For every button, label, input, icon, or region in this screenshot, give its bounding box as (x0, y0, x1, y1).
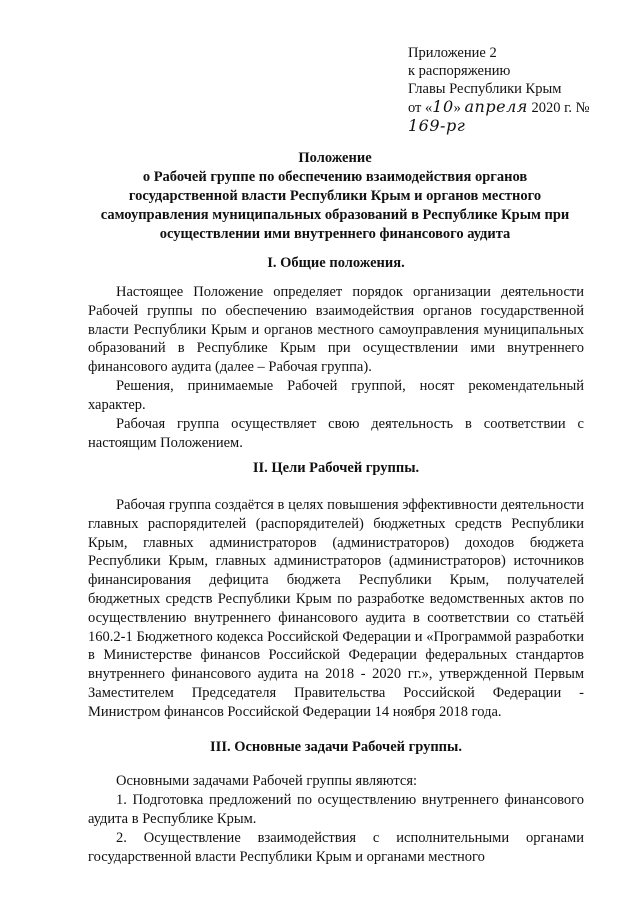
title-line-1: Положение (298, 150, 372, 166)
date-prefix: от « (408, 100, 433, 116)
section-1-paragraph-3: Рабочая группа осуществляет свою деятельность в соответствии с настоящим Положением. (88, 416, 584, 451)
section-2-paragraph-1: Рабочая группа создаётся в целях повышения эффективности деятельности главных распорядителей (распорядителей) бюджетных средств Республики Крым, главных администраторов (администраторов) доходов бюджета Республики Крым, главных администраторов (администраторов) источников финансирования дефицита бюджета Республики Крым, получателей бюджетных средств Республики Крым по разработке ведомственных актов по осуществлению внутреннего финансового аудита в соответствии со статьёй 160.2-1 Бюджетного кодекса Российской Федерации и «Программой разработки в Министерстве финансов Российской Федерации федеральных стандартов внутреннего финансового аудита на 2018 - 2020 гг.», утвержденной Первым Заместителем Председателя Правительства Российской Федерации - Министром финансов Российской Федерации 14 ноября 2018 года. (88, 497, 584, 720)
appendix-line-1: Приложение 2 (408, 45, 497, 61)
section-3-item-2: 2. Осуществление взаимодействия с исполнительными органами государственной власти Республики Крым и органами местного (88, 830, 584, 865)
appendix-block (408, 44, 628, 136)
date-mid: » (453, 100, 465, 116)
handwritten-day: 10 (432, 97, 454, 116)
section-3-heading: III. Основные задачи Рабочей группы. (210, 739, 462, 755)
appendix-date-line (408, 98, 628, 136)
appendix-line-3: Главы Республики Крым (408, 81, 562, 97)
title-line-3: государственной власти Республики Крым и органов местного (128, 188, 542, 204)
title-line-5: осуществлении ими внутреннего финансового аудита (159, 226, 511, 242)
section-3-intro: Основными задачами Рабочей группы являются: (116, 773, 418, 789)
section-1-paragraph-1: Настоящее Положение определяет порядок организации деятельности Рабочей группы по обеспечению взаимодействия органов государственной власти Республики Крым и органов местного самоуправления муниципальных образований в Республике Крым при осуществлении ими внутреннего финансового аудита (далее – Рабочая группа). (88, 284, 584, 376)
section-3-item-1: 1. Подготовка предложений по осуществлению внутреннего финансового аудита в Республике Крым. (88, 792, 584, 827)
section-1-paragraph-2: Решения, принимаемые Рабочей группой, носят рекомендательный характер. (88, 378, 584, 413)
handwritten-month: апреля (464, 97, 528, 116)
handwritten-number: 169-рг (408, 116, 466, 135)
section-1-heading: I. Общие положения. (267, 255, 405, 271)
title-line-2: о Рабочей группе по обеспечению взаимодействия органов (142, 169, 528, 185)
appendix-line-2: к распоряжению (408, 63, 511, 79)
section-2-heading: II. Цели Рабочей группы. (252, 460, 420, 476)
title-line-4: самоуправления муниципальных образований в Республике Крым при (100, 207, 570, 223)
document-title (100, 149, 570, 244)
date-year: 2020 г. № (527, 100, 590, 116)
